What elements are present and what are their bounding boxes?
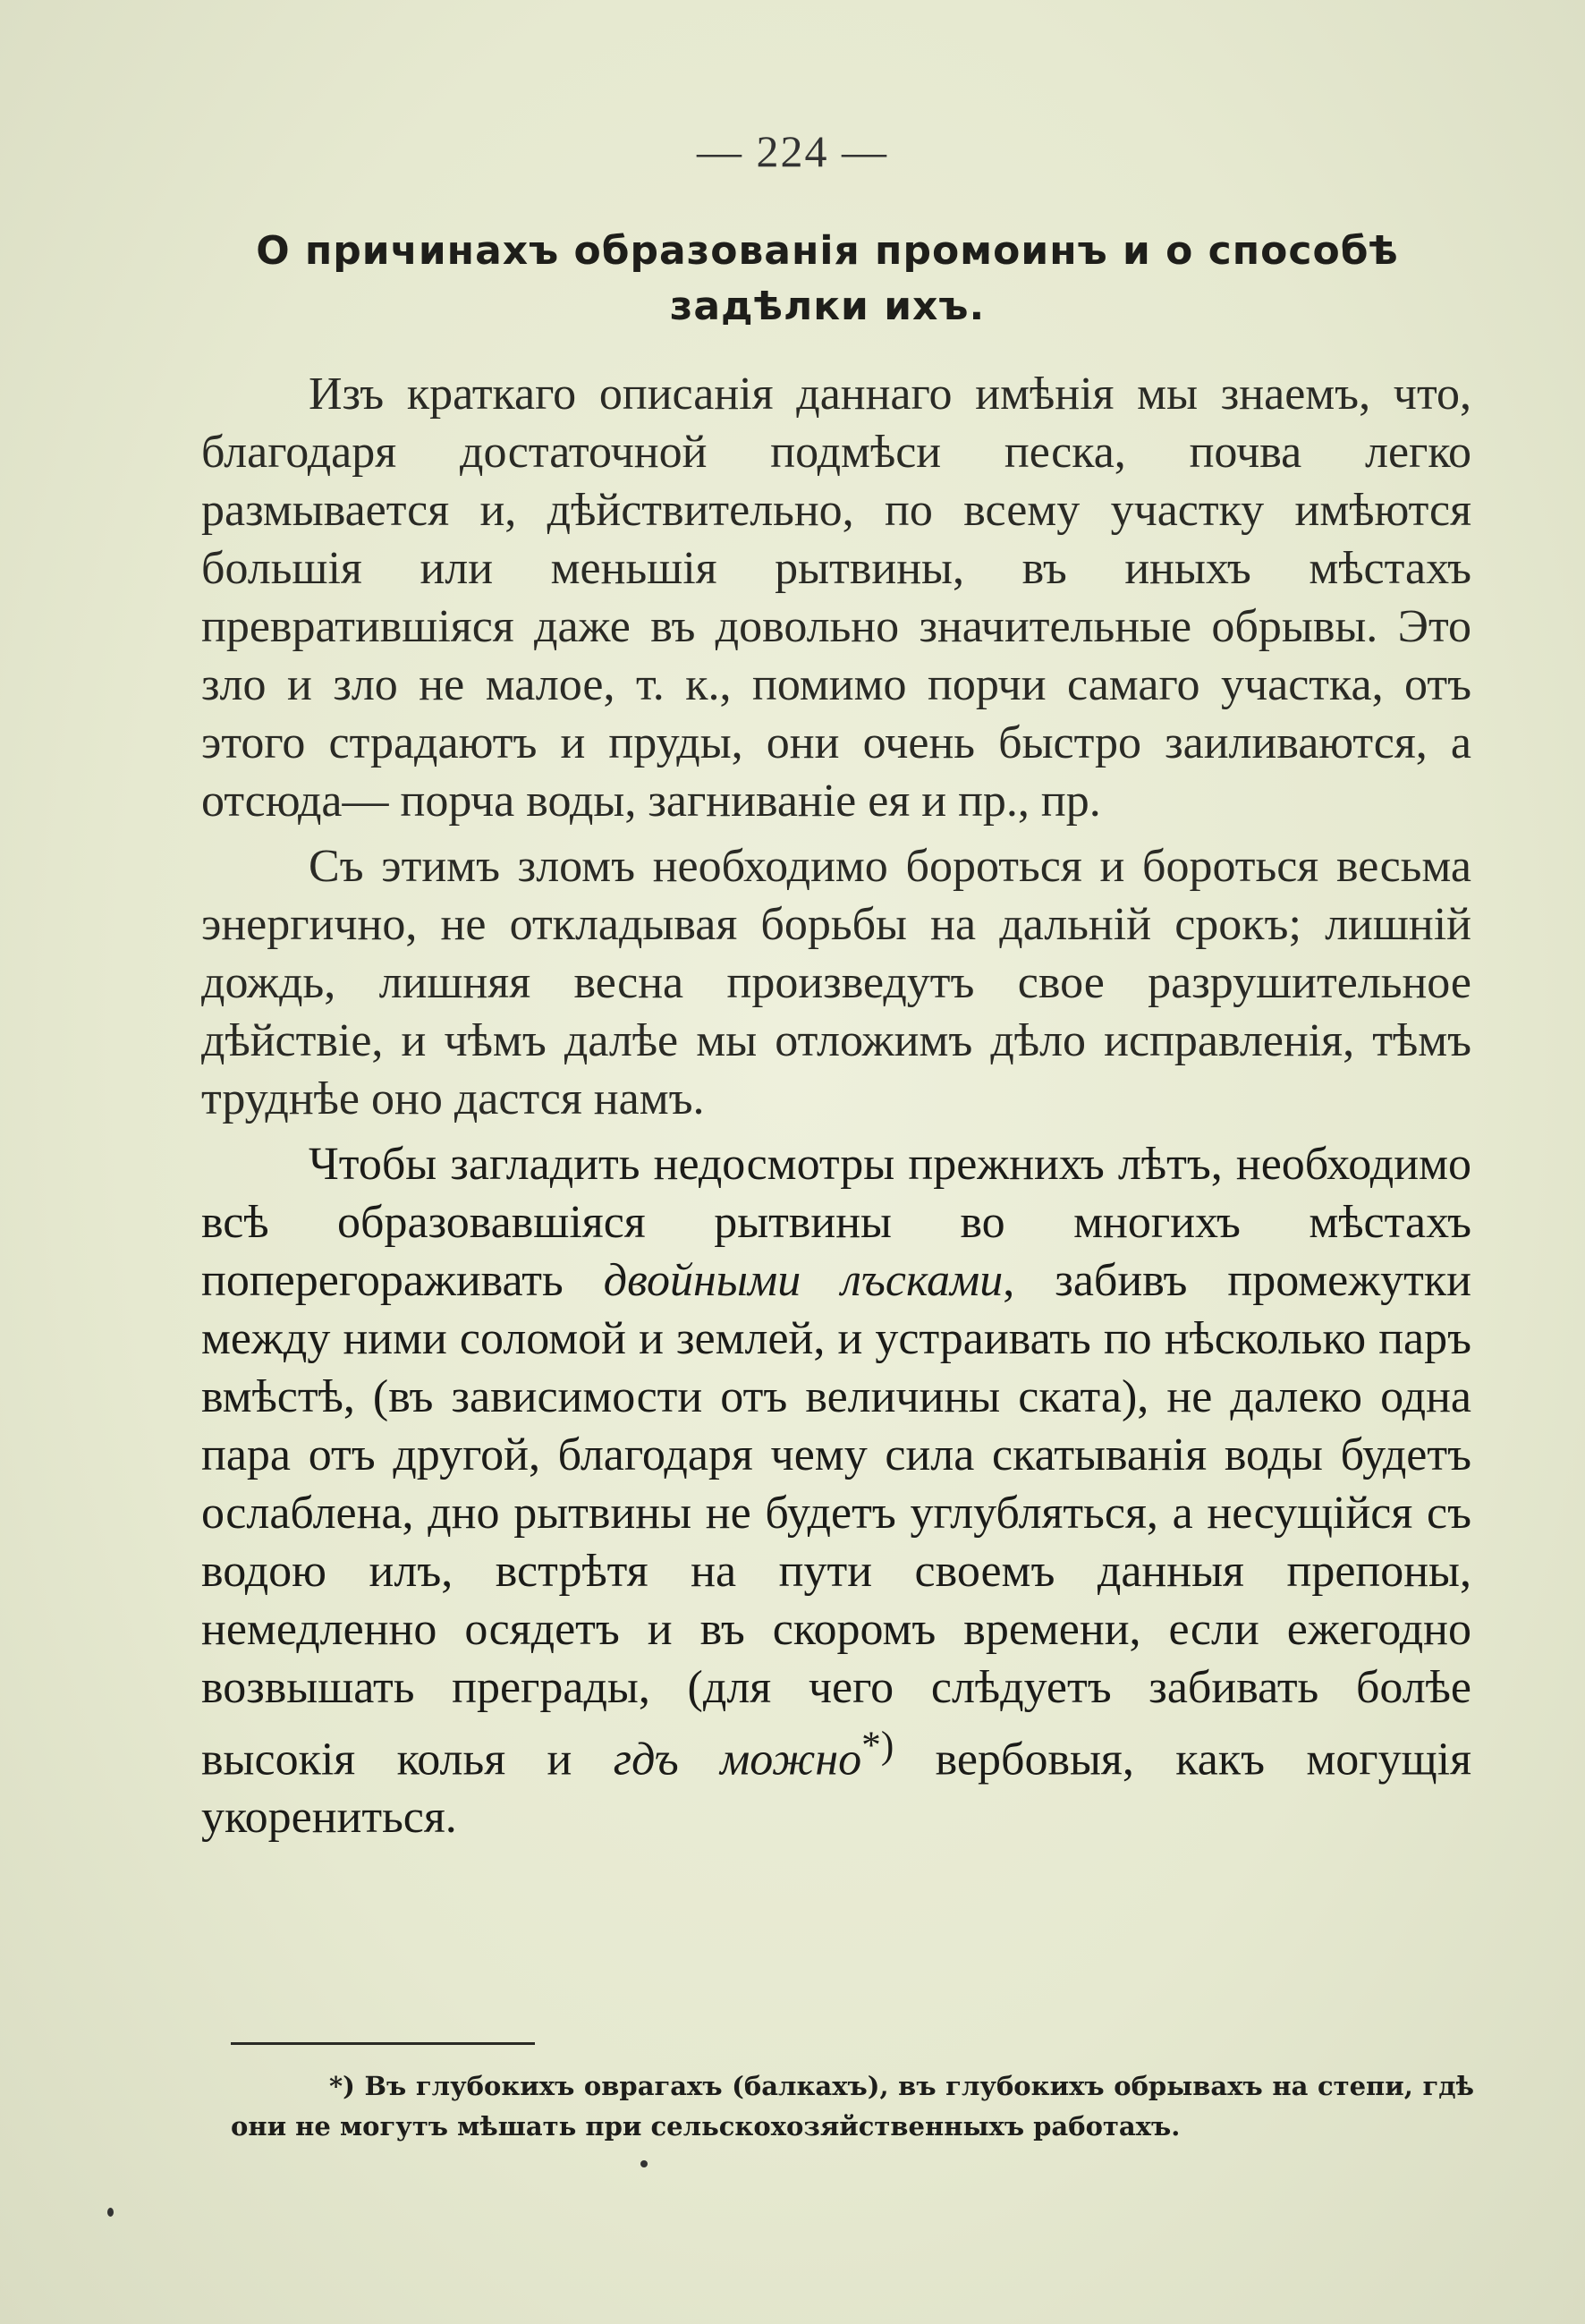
body-text xyxy=(201,365,1471,1853)
paragraph-1: Изъ краткаго описанія даннаго имѣнія мы знаемъ, что, благодаря достаточной подмѣси песка, почва легко размывается и, дѣйствительно, по всему участку имѣются большія или меньшія рытвины, въ иныхъ мѣстахъ превратившіяся даже въ довольно значительные обрывы. Это зло и зло не малое, т. к., помимо порчи самаго участка, отъ этого страдаютъ и пруды, они очень быстро заиливаются, а отсюда— порча воды, загниваніе ея и пр., пр. xyxy=(201,369,1471,827)
ink-speck xyxy=(107,2208,114,2217)
italic-phrase-where-possible: гдъ можно xyxy=(613,1734,862,1785)
page-number: — 224 — xyxy=(697,126,888,176)
footnote: *) Въ глубокихъ оврагахъ (балкахъ), въ глубокихъ обрывахъ на степи, гдѣ они не могутъ мѣшать при сельскохозяйственныхъ работахъ. xyxy=(231,2071,1474,2142)
paragraph-3-part-1: Чтобы загладить недосмотры прежнихъ лѣтъ, необходимо всѣ образовавшіяся рытвины во многихъ мѣстахъ поперегораживать xyxy=(201,1139,1471,1306)
section-heading: О причинахъ образованія промоинъ и о способѣ задѣлки ихъ. xyxy=(256,228,1399,329)
paragraph-3-part-3: вербовыя, какъ могущія укорениться. xyxy=(201,1734,1472,1844)
footnote-divider xyxy=(231,2042,535,2045)
ink-speck xyxy=(640,2160,648,2167)
paragraph-3 xyxy=(201,1135,1471,1846)
paragraph-2: Съ этимъ зломъ необходимо бороться и бороться весьма энергично, не откладывая борьбы на дальній срокъ; лишній дождь, лишняя весна произведутъ свое разрушительное дѣйствіе, и чѣмъ далѣе мы отложимъ дѣло исправленія, тѣмъ труднѣе оно дастся намъ. xyxy=(201,841,1471,1124)
italic-phrase-double-fences: двойными лъсками xyxy=(603,1255,1004,1306)
paragraph-3-part-2: , забивъ промежутки между ними соломой и землей, и устраивать по нѣсколько паръ вмѣстѣ, (въ зависимости отъ величины ската), не далеко одна пара отъ другой, благодаря чему сила скатыванія воды будетъ ослаблена, дно рытвины не будетъ углубляться, а несущійся съ водою илъ, встрѣтя на пути своемъ данныя препоны, немедленно осядетъ и въ скоромъ времени, если ежегодно возвышать преграды, (для чего слѣдуетъ забивать болѣе высокія колья и xyxy=(201,1255,1471,1785)
footnote-reference: *) xyxy=(861,1724,894,1767)
